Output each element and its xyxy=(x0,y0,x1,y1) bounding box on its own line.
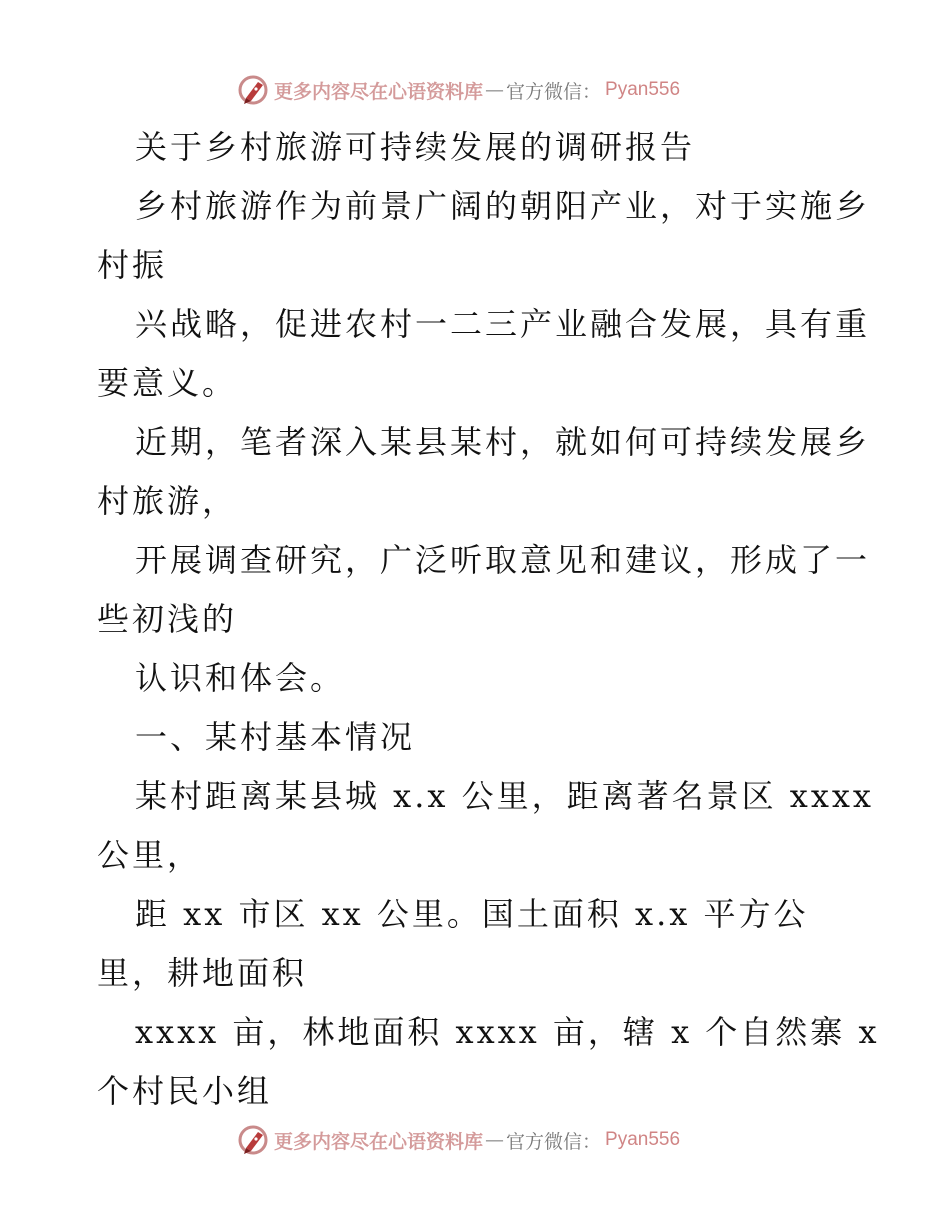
document-line: 村振 xyxy=(97,246,168,284)
watermark-dash: — xyxy=(485,79,505,101)
watermark-label: 官方微信： xyxy=(506,1130,602,1153)
pen-nib-logo-icon xyxy=(236,1123,270,1157)
document-line: 乡村旅游作为前景广阔的朝阳产业，对于实施乡 xyxy=(135,187,871,225)
document-line: 公里， xyxy=(97,836,203,874)
document-line: 兴战略，促进农村一二三产业融合发展，具有重 xyxy=(135,305,871,343)
footer-watermark xyxy=(236,1122,680,1158)
watermark-label: 官方微信： xyxy=(506,80,602,103)
document-line: 要意义。 xyxy=(97,364,238,402)
document-line: 村旅游， xyxy=(97,482,238,520)
watermark-id: Pyan556 xyxy=(605,79,681,100)
document-line: 一、某村基本情况 xyxy=(135,718,416,756)
header-watermark xyxy=(236,72,680,108)
document-line: 些初浅的 xyxy=(97,600,238,638)
document-line: 认识和体会。 xyxy=(135,659,346,697)
document-line: 个村民小组 xyxy=(97,1072,273,1110)
document-line: 近期，笔者深入某县某村，就如何可持续发展乡 xyxy=(135,423,871,461)
document-line: 关于乡村旅游可持续发展的调研报告 xyxy=(135,128,696,166)
document-line: 距 xx 市区 xx 公里。国土面积 x.x 平方公 xyxy=(135,895,809,933)
pen-nib-logo-icon xyxy=(236,73,270,107)
document-line: 某村距离某县城 x.x 公里，距离著名景区 xxxx xyxy=(135,777,874,815)
watermark-text: 更多内容尽在心语资料库 xyxy=(274,1130,484,1153)
watermark-id: Pyan556 xyxy=(605,1129,681,1150)
watermark-text: 更多内容尽在心语资料库 xyxy=(274,80,484,103)
document-body xyxy=(97,118,880,1121)
document-line: 开展调查研究，广泛听取意见和建议，形成了一 xyxy=(135,541,871,579)
watermark-dash: — xyxy=(485,1129,505,1151)
document-line: 里，耕地面积 xyxy=(97,954,308,992)
document-line: xxxx 亩，林地面积 xxxx 亩，辖 x 个自然寨 x xyxy=(135,1013,880,1051)
